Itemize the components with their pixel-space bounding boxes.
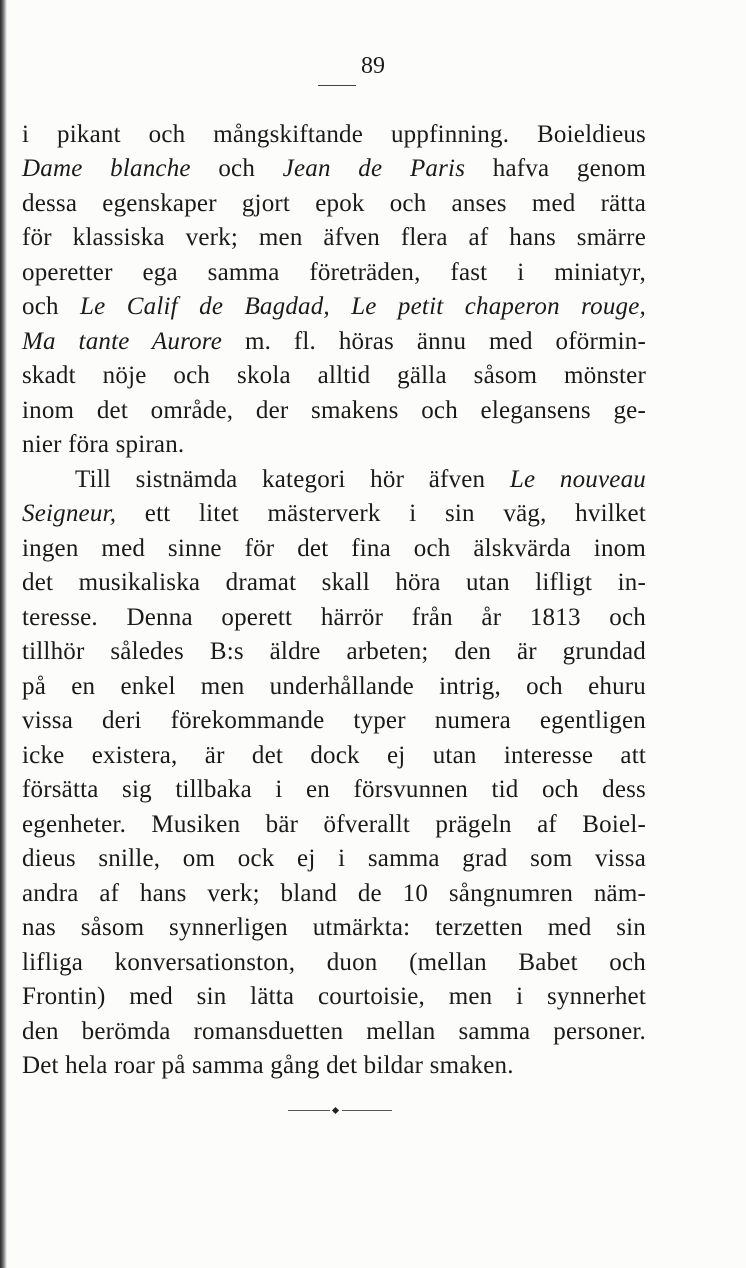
text-run: operetter ega samma företräden, fast i miniatyr, [22, 259, 646, 286]
text-run: teresse. Denna operett härrör från år 1813 och [22, 604, 646, 631]
italic-title-text: Dame blanche [22, 155, 191, 182]
text-line [22, 290, 646, 324]
text-run: och [190, 155, 283, 182]
text-line [22, 842, 646, 876]
text-run: dieus snille, om ock ej i samma grad som vissa [22, 845, 646, 872]
text-line [22, 670, 646, 704]
text-line [22, 394, 646, 428]
text-line [22, 187, 646, 221]
text-line [22, 566, 646, 600]
text-run: dessa egenskaper gjort epok och anses med rätta [22, 190, 646, 217]
text-line [22, 497, 646, 531]
italic-title-text: Ma tante Aurore [22, 328, 223, 355]
text-line [22, 118, 646, 152]
text-line [22, 946, 646, 980]
text-run: skadt nöje och skola alltid gälla såsom mönster [22, 362, 646, 389]
text-line [22, 1049, 646, 1083]
text-line [22, 256, 646, 290]
text-run: icke existera, är det dock ej utan interesse att [22, 742, 646, 769]
text-run: nas såsom synnerligen utmärkta: terzetten med sin [22, 914, 646, 941]
text-run: m. fl. höras ännu med oförmin- [222, 328, 646, 355]
text-run: vissa deri förekommande typer numera egentligen [22, 707, 646, 734]
text-run: försätta sig tillbaka i en försvunnen tid och dess [22, 776, 646, 803]
text-line [22, 911, 646, 945]
text-line [22, 532, 646, 566]
text-line [22, 1015, 646, 1049]
diamond-ornament-icon [332, 1107, 339, 1114]
italic-title-text: Jean de Paris [282, 155, 466, 182]
text-run: hafva genom [465, 155, 646, 182]
text-run: den berömda romansduetten mellan samma personer. [22, 1018, 646, 1045]
text-run: Till sistnämda kategori hör äfven [75, 466, 510, 493]
end-ornament-divider [288, 1108, 392, 1114]
text-run: ingen med sinne för det fina och älskvärda inom [22, 535, 646, 562]
text-line [22, 325, 646, 359]
page-binding-edge [0, 0, 7, 1268]
text-line [22, 773, 646, 807]
text-run: Det hela roar på samma gång det bildar smaken. [22, 1052, 514, 1079]
text-run: ett litet mästerverk i sin väg, hvilket [116, 500, 646, 527]
italic-title-text: Seigneur, [22, 500, 117, 527]
text-run: i pikant och mångskiftande uppfinning. Boieldieus [22, 121, 646, 148]
text-line [22, 359, 646, 393]
text-run: inom det område, der smakens och elegansens ge- [22, 397, 646, 424]
text-run: för klassiska verk; men äfven flera af hans smärre [22, 224, 646, 251]
text-run: lifliga konversationston, duon (mellan Babet och [22, 949, 646, 976]
text-run: det musikaliska dramat skall höra utan lifligt in- [22, 569, 646, 596]
text-line [22, 739, 646, 773]
page-number-underline [318, 85, 356, 86]
text-line [22, 808, 646, 842]
text-line [22, 428, 646, 462]
text-run: egenheter. Musiken bär öfverallt prägeln af Boiel- [22, 811, 646, 838]
text-run: Frontin) med sin lätta courtoisie, men i synnerhet [22, 983, 646, 1010]
text-run: tillhör således B:s äldre arbeten; den är grundad [22, 638, 646, 665]
page-number: 89 [361, 53, 385, 79]
text-run: andra af hans verk; bland de 10 sångnumren näm- [22, 880, 646, 907]
text-line [22, 635, 646, 669]
text-run: och [22, 293, 81, 320]
text-line [22, 704, 646, 738]
italic-title-text: Le nouveau [509, 466, 646, 493]
text-line [22, 221, 646, 255]
text-line [22, 980, 646, 1014]
text-line [22, 601, 646, 635]
text-line [22, 463, 646, 497]
text-run: på en enkel men underhållande intrig, och ehuru [22, 673, 646, 700]
italic-title-text: Le Calif de Bagdad, Le petit chaperon rouge, [80, 293, 646, 320]
text-run: nier föra spiran. [22, 431, 185, 458]
text-line [22, 152, 646, 186]
text-line [22, 877, 646, 911]
